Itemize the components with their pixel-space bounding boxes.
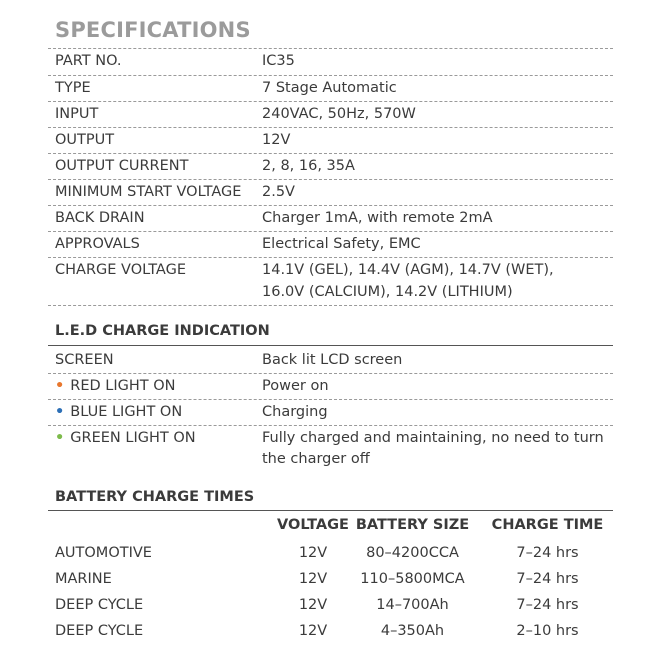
column-header-battery-size: BATTERY SIZE <box>355 517 470 533</box>
spec-value-approvals: Electrical Safety, EMC <box>262 236 421 252</box>
green-dot-icon: • <box>55 430 65 446</box>
spec-label-charge-voltage: CHARGE VOLTAGE <box>55 262 186 278</box>
spec-label-part-no: PART NO. <box>55 53 122 69</box>
battery-charge-time: 2–10 hrs <box>516 623 579 639</box>
battery-voltage: 12V <box>298 597 328 613</box>
red-dot-icon: • <box>55 378 65 394</box>
led-value-green-line1: Fully charged and maintaining, no need to turn <box>262 430 604 446</box>
led-label-blue-text: BLUE LIGHT ON <box>70 404 183 420</box>
divider <box>48 48 613 49</box>
divider <box>48 179 613 180</box>
battery-type: MARINE <box>55 571 112 587</box>
spec-value-output-current: 2, 8, 16, 35A <box>262 158 355 174</box>
divider <box>48 153 613 154</box>
divider <box>48 205 613 206</box>
divider <box>48 399 613 400</box>
led-value-red: Power on <box>262 378 329 394</box>
battery-charge-time: 7–24 hrs <box>516 545 579 561</box>
led-label-red <box>55 378 176 394</box>
led-value-green-line2: the charger off <box>262 451 370 467</box>
column-header-charge-time: CHARGE TIME <box>491 517 604 533</box>
led-value-screen: Back lit LCD screen <box>262 352 403 368</box>
spec-label-output-current: OUTPUT CURRENT <box>55 158 189 174</box>
spec-label-input: INPUT <box>55 106 99 122</box>
blue-dot-icon: • <box>55 404 65 420</box>
spec-value-charge-voltage-line1: 14.1V (GEL), 14.4V (AGM), 14.7V (WET), <box>262 262 554 278</box>
spec-value-part-no: IC35 <box>262 53 295 69</box>
battery-voltage: 12V <box>298 623 328 639</box>
divider <box>48 345 613 346</box>
section-heading-led: L.E.D CHARGE INDICATION <box>55 323 270 339</box>
battery-size: 80–4200CCA <box>366 545 459 561</box>
spec-value-min-start-voltage: 2.5V <box>262 184 295 200</box>
divider <box>48 305 613 306</box>
divider <box>48 101 613 102</box>
battery-voltage: 12V <box>298 571 328 587</box>
spec-value-type: 7 Stage Automatic <box>262 80 397 96</box>
battery-charge-time: 7–24 hrs <box>516 597 579 613</box>
battery-voltage: 12V <box>298 545 328 561</box>
column-header-voltage: VOLTAGE <box>277 517 349 533</box>
led-label-green <box>55 430 196 446</box>
spec-label-approvals: APPROVALS <box>55 236 140 252</box>
divider <box>48 127 613 128</box>
battery-type: AUTOMOTIVE <box>55 545 152 561</box>
led-label-red-text: RED LIGHT ON <box>70 378 176 394</box>
spec-label-min-start-voltage: MINIMUM START VOLTAGE <box>55 184 242 200</box>
spec-value-input: 240VAC, 50Hz, 570W <box>262 106 416 122</box>
spec-label-output: OUTPUT <box>55 132 115 148</box>
page-title: SPECIFICATIONS <box>55 18 251 42</box>
spec-value-back-drain: Charger 1mA, with remote 2mA <box>262 210 493 226</box>
battery-charge-time: 7–24 hrs <box>516 571 579 587</box>
divider <box>48 425 613 426</box>
led-label-blue <box>55 404 182 420</box>
spec-value-charge-voltage-line2: 16.0V (CALCIUM), 14.2V (LITHIUM) <box>262 284 513 300</box>
battery-type: DEEP CYCLE <box>55 597 144 613</box>
spec-label-type: TYPE <box>55 80 91 96</box>
divider <box>48 510 613 511</box>
led-value-blue: Charging <box>262 404 328 420</box>
divider <box>48 257 613 258</box>
battery-size: 110–5800MCA <box>360 571 465 587</box>
divider <box>48 373 613 374</box>
spec-label-back-drain: BACK DRAIN <box>55 210 145 226</box>
led-label-green-text: GREEN LIGHT ON <box>70 430 196 446</box>
spec-value-output: 12V <box>262 132 291 148</box>
battery-type: DEEP CYCLE <box>55 623 144 639</box>
led-label-screen: SCREEN <box>55 352 114 368</box>
divider <box>48 231 613 232</box>
section-heading-battery: BATTERY CHARGE TIMES <box>55 489 255 505</box>
battery-size: 4–350Ah <box>380 623 445 639</box>
divider <box>48 75 613 76</box>
battery-size: 14–700Ah <box>376 597 449 613</box>
